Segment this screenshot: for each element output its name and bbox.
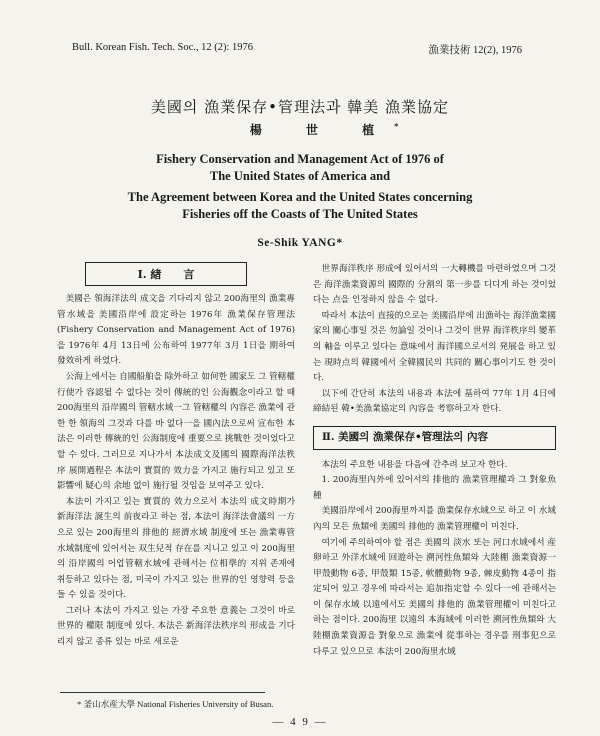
journal-citation: Bull. Korean Fish. Tech. Soc., 12 (2): 1976 <box>72 42 254 53</box>
korean-author <box>0 121 600 138</box>
paragraph: 美國沿岸에서 200海里까지를 漁業保存水域으로 하고 이 水域內의 모든 魚類에 美國의 排他的 漁業管理權이 미친다. <box>313 506 556 532</box>
paragraph: 美國은 領海洋法의 成文을 기다리지 않고 200海里의 漁業專管水域을 美國沿岸에 設定하는 1976年 漁業保存管理法(Fishery Conservation and Management Act of 1976)을 1976年 4月 13日에 公布하여 1977年 3月 1日을 期하여 發效하게 하였다. <box>57 294 295 367</box>
paragraph: 따라서 本法이 直接的으로는 美國沿岸에 出漁하는 海洋漁業國家의 關心事일 것은 勿論일 것이나 그것이 世界 海洋秩序의 變革의 軸을 이루고 있다는 意味에서 海洋國으로서의 発展을 하고 있는 現時点의 韓國에서 全韓國民의 共同的 關心事이기도 한 것이다. <box>313 310 556 384</box>
paragraph: 1. 200海里內外에 있어서의 排他的 漁業管理權과 그 對象魚種 <box>313 475 556 501</box>
paragraph: 本法이 가지고 있는 實質的 效力으로서 本法의 成文時期가 新海洋法 誕生의 前夜라고 하는 점, 本法이 海洋法會議의 一方으로 있는 200海里의 排他的 經濟水域 制度에 또는 漁業專管水域制度에 있어서는 双生兒적 存在를 지니고 있고 이 200海里의 沿岸國의 어업管轄水域에 관해서는 位相學的 지위 존재에 취등하고 있다는 점, 미국이 가지고 있는 世界的인 영향력 등을 들 수 있을 것이다. <box>57 496 295 601</box>
english-title-line-3: The Agreement between Korea and the United States concerning <box>127 190 473 204</box>
paragraph: 그러나 本法이 가지고 있는 가장 주요한 意義는 그것이 바로 世界的 權限 制度에 있다. 本法은 新海洋法秩序의 形成을 기다리지 않고 종류 있는 바로 새로운 <box>57 605 295 648</box>
section-heading-introduction: Ⅰ. 緖 言 <box>85 262 247 286</box>
english-title-line-1: Fishery Conservation and Management Act of 1976 of <box>156 152 444 166</box>
footnote: * 釜山水産大學 National Fisheries University of Busan. <box>77 699 274 709</box>
section-heading-act-content: Ⅱ. 美國의 漁業保存•管理法의 內容 <box>313 426 556 450</box>
english-title-line-4: Fisheries off the Coasts of The United States <box>182 207 418 221</box>
paragraph: 以下에 간단히 本法의 내용과 本法에 基하여 77年 1月 4日에 締結된 韓•美漁業協定의 內容을 考察하고자 한다. <box>313 388 556 415</box>
journal-citation-korean: 漁業技術 12(2), 1976 <box>428 45 522 56</box>
author-footnote-mark: * <box>394 121 399 131</box>
english-title-line-2: The United States of America and <box>209 169 391 183</box>
right-column <box>313 262 556 660</box>
korean-title: 美國의 漁業保存•管理法과 韓美 漁業協定 <box>150 98 450 116</box>
paragraph: 여기에 주의하여야 할 점은 美國의 淡水 또는 河口水域에서 産卵하고 外洋水域에 回遊하는 溯河性魚類와 大陸棚 漁業資源一甲殼動物 6종, 甲殼類 15종, 軟體動物 9종, 棘皮動物 4종이 指定되어 있고 경우에 따라서는 追加指定할 수 있다一에 관해서는 이 保存水域 以遠에서도 美國의 排他的 漁業管理權이 미친다고 하는 점이다. 200海里 以遠의 本海域에 이러한 溯河性魚類와 大陸棚漁業資源을 對象으로 漁業에 從事하는 경우를 刑事犯으로 다루고 있으므로 本法이 200海里水域 <box>313 537 556 657</box>
paragraph: 公海上에서는 自國船舶을 除外하고 如何한 國家도 그 管轄權行使가 容認될 수 없다는 것이 傳統的인 公海觀念이라고 할 때 200海里의 沿岸國의 管轄水域一그 管轄權의 內容은 漁業에 관한 한 領海의 그것과 다를 바 없다一을 國內法으로써 宣布한 本法은 이러한 傳統的인 公海制度에 重要으로 挑戰한 것이었다고 할 수 있다. 그러므로 지나가서 本法成文及國의 國際海洋法秩序 展開過程은 本法이 實質的 效力을 가지고 施行되고 있고 또 影響에 疑心의 余地 없이 施行될 것임을 보여주고 있다. <box>57 371 295 492</box>
korean-author-name: 楊 世 植 <box>249 123 395 137</box>
paragraph: 本法의 주요한 내용을 다음에 간추려 보고자 한다. <box>321 459 508 470</box>
page-number: — 4 9 — <box>272 716 328 728</box>
english-author: Se-Shik YANG* <box>257 237 343 249</box>
paragraph: 世界海洋秩序 形成에 있어서의 一大轉機를 마련하였으며 그것은 海洋漁業資源의 國際的 分割의 第一步를 디디게 하는 것이었다는 点을 인정하지 않을 수 없다. <box>313 264 556 306</box>
left-column <box>57 292 295 651</box>
footnote-rule <box>60 692 265 693</box>
